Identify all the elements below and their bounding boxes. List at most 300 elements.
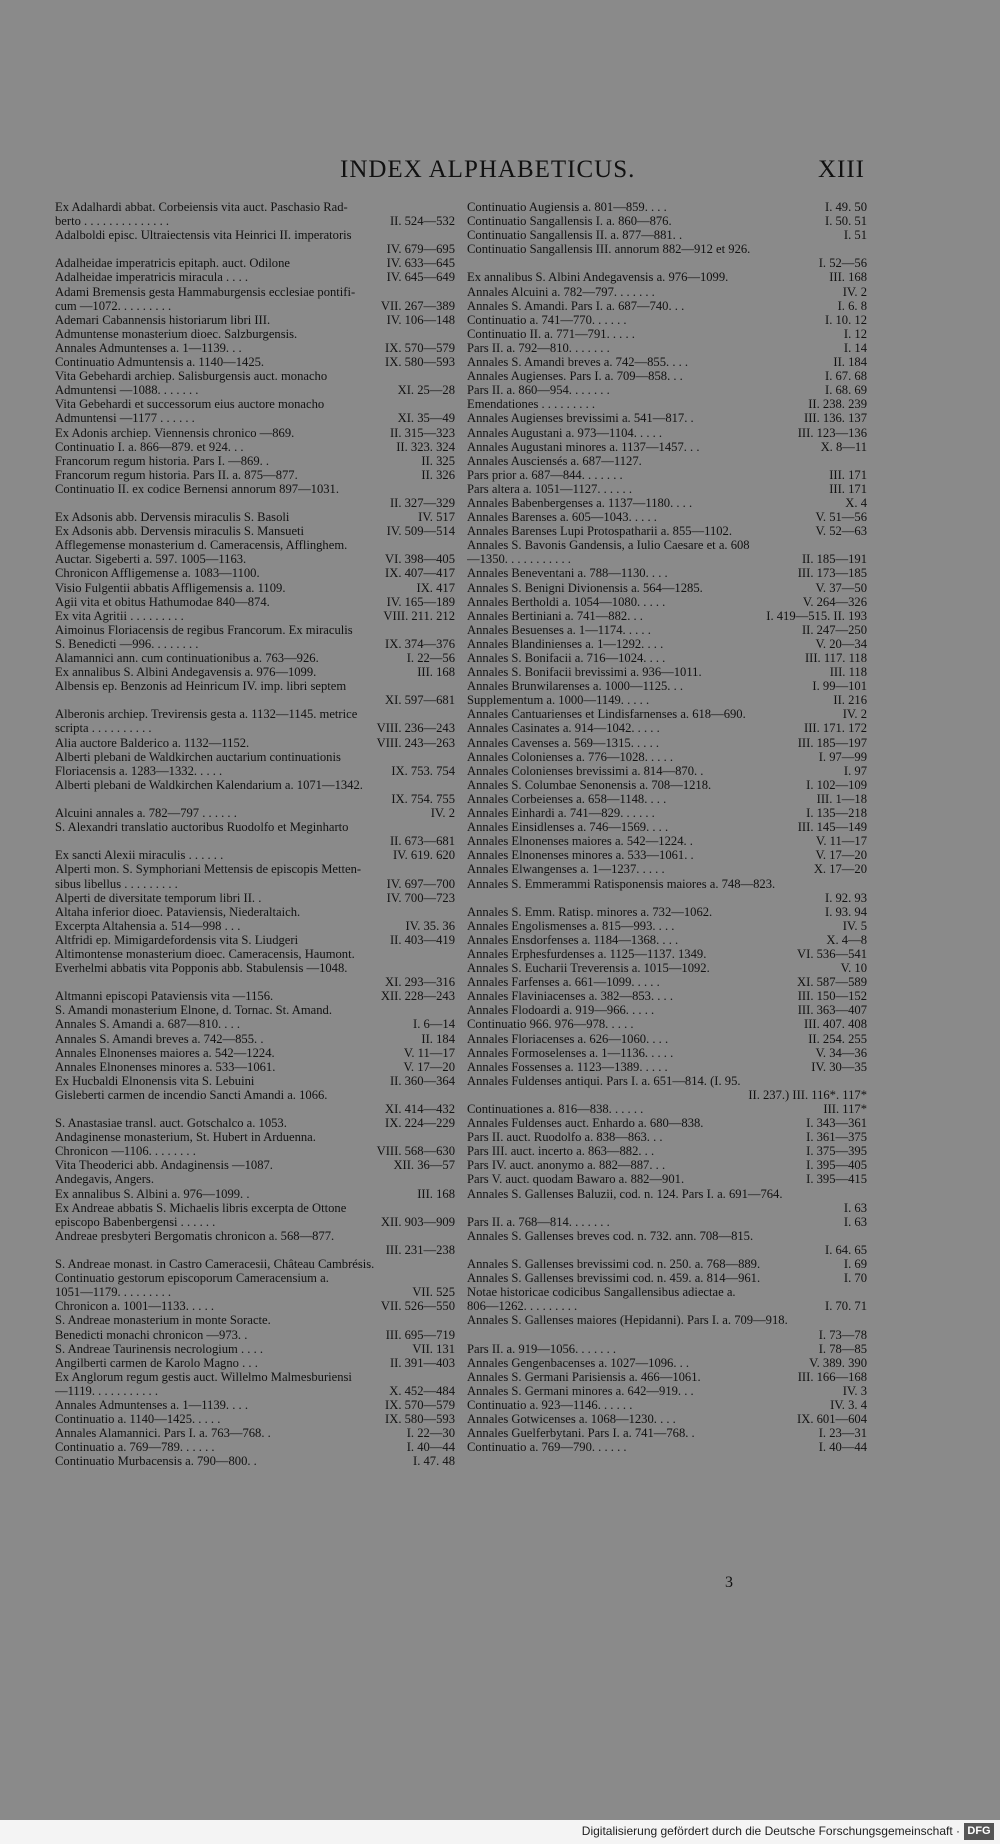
entry-reference: I. 135—218 (803, 806, 867, 820)
index-entry (55, 369, 455, 383)
index-entry (467, 877, 867, 891)
entry-reference: III. 171. 172 (801, 721, 867, 735)
entry-text: Afflegemense monasterium d. Cameracensis, Afflinghem. (55, 538, 348, 553)
folio-number: XIII (817, 156, 865, 183)
entry-text: Annales Corbeienses a. 658—1148. . . . (467, 791, 667, 806)
entry-text: Continuationes a. 816—838. . . . . . (467, 1102, 644, 1116)
entry-reference: VII. 526—550 (378, 1299, 455, 1313)
entry-text: Alamannici ann. cum continuationibus a. 763—926. (55, 651, 319, 665)
entry-reference: I. 40—44 (404, 1440, 455, 1454)
entry-text: Annales S. Emm. Ratisp. minores a. 732—1062. (467, 904, 713, 919)
entry-reference: I. 40—44 (816, 1440, 867, 1454)
index-entry (467, 1074, 867, 1088)
entry-text: Annales Einhardi a. 741—829. . . . . . (467, 806, 655, 821)
index-entry (467, 1384, 867, 1398)
index-entry (55, 1313, 455, 1327)
entry-text: Continuatio a. 923—1146. . . . . . (467, 1397, 633, 1412)
index-entry (55, 1440, 455, 1454)
index-entry (467, 679, 867, 693)
entry-reference: I. 6. 8 (835, 299, 867, 313)
index-entry (467, 1271, 867, 1285)
index-entry (467, 792, 867, 806)
entry-text: Alcuini annales a. 782—797 . . . . . . (55, 806, 237, 821)
entry-text: Annales Gengenbacenses a. 1027—1096. . . (467, 1355, 690, 1370)
index-entry (55, 1158, 455, 1172)
entry-text: Annales Bertiniani a. 741—882. . . (467, 608, 643, 623)
index-entry (467, 1116, 867, 1130)
entry-text: sibus libellus . . . . . . . . . (55, 876, 178, 891)
index-entry (467, 538, 867, 552)
entry-reference: IV. 517 (415, 510, 455, 524)
entry-reference: IV. 35. 36 (403, 919, 455, 933)
entry-text: Annales S. Amandi breves a. 742—855. . . . (467, 355, 689, 370)
entry-text: Altimontense monasterium dioec. Cameracensis, Haumont. (55, 946, 355, 961)
entry-text: Annales Admuntenses a. 1—1139. . . . (55, 1397, 248, 1412)
index-entry (55, 1370, 455, 1384)
entry-text: Ex Adsonis abb. Dervensis miraculis S. Mansueti (55, 524, 305, 539)
entry-reference: III. 168 (826, 270, 867, 284)
index-entry (55, 975, 455, 989)
index-entry (467, 426, 867, 440)
entry-text: Annales Colonienses a. 776—1028. . . . . (467, 749, 674, 764)
entry-text: Annales Alcuini a. 782—797. . . . . . . (467, 284, 655, 299)
index-entry (55, 877, 455, 891)
entry-reference: I. 22—56 (404, 651, 455, 665)
entry-text: Annales Augustani minores a. 1137—1457. . . (467, 439, 700, 454)
entry-reference: IX. 601—604 (794, 1412, 867, 1426)
entry-reference: I. 92. 93 (822, 891, 867, 905)
index-entry (467, 1229, 867, 1243)
entry-text: Annales S. Gallenses Baluzii, cod. n. 124. Pars I. a. 691—764. (467, 1186, 783, 1201)
index-entry (55, 1187, 455, 1201)
index-entry (55, 933, 455, 947)
index-entry (467, 862, 867, 876)
entry-text: Supplementum a. 1000—1149. . . . . (467, 693, 650, 708)
index-entry (55, 1060, 455, 1074)
index-entry (55, 454, 455, 468)
entry-text: Ex Adsonis abb. Dervensis miraculis S. Basoli (55, 510, 290, 525)
index-entry (55, 1215, 455, 1229)
entry-text: Francorum regum historia. Pars II. a. 875—877. (55, 467, 298, 482)
index-entry (467, 707, 867, 721)
index-entry (55, 510, 455, 524)
index-entry (55, 721, 455, 735)
entry-text: Ex annalibus S. Albini a. 976—1099. . (55, 1186, 250, 1201)
entry-text: Annales Flaviniacenses a. 382—853. . . . (467, 989, 674, 1004)
entry-text: Annales S. Gallenses brevissimi cod. n. 250. a. 768—889. (467, 1257, 761, 1272)
index-entry (55, 524, 455, 538)
entry-reference: II. 325 (418, 454, 455, 468)
index-entry (467, 1046, 867, 1060)
entry-text: Visio Fulgentii abbatis Affligemensis a. 1109. (55, 580, 286, 595)
index-entry (55, 834, 455, 848)
entry-reference: X. 17—20 (811, 862, 867, 876)
entry-text: Emendationes . . . . . . . . . (467, 397, 596, 412)
entry-reference: I. 23—31 (816, 1426, 867, 1440)
entry-text: 806—1262. . . . . . . . . (467, 1299, 578, 1314)
index-entry (467, 228, 867, 242)
index-entry (55, 1398, 455, 1412)
entry-text: Adami Bremensis gesta Hammaburgensis ecclesiae pontifi- (55, 284, 356, 299)
index-entry (467, 693, 867, 707)
index-column-left (55, 200, 455, 1468)
entry-text: 1051—1179. . . . . . . . . (55, 1285, 172, 1300)
entry-reference: IV. 2 (840, 285, 867, 299)
entry-reference: VIII. 236—243 (374, 721, 455, 735)
index-entry (55, 285, 455, 299)
entry-reference: IV. 165—189 (384, 595, 455, 609)
entry-reference: V. 34—36 (812, 1046, 867, 1060)
index-entry (467, 1285, 867, 1299)
entry-text: Altmanni episcopi Pataviensis vita —1156. (55, 989, 274, 1004)
index-entry (467, 552, 867, 566)
entry-reference: I. 78—85 (816, 1342, 867, 1356)
page-number: 3 (725, 1574, 733, 1591)
entry-text: Pars II. auct. Ruodolfo a. 838—863. . . (467, 1130, 663, 1145)
entry-text: Ex Adalhardi abbat. Corbeiensis vita auct. Paschasio Rad- (55, 200, 348, 214)
entry-reference: I. 70 (841, 1271, 867, 1285)
entry-reference: III. 136. 137 (801, 411, 867, 425)
index-entry (467, 623, 867, 637)
entry-reference: VIII. 568—630 (374, 1144, 455, 1158)
entry-reference: I. 97—99 (816, 750, 867, 764)
entry-text: Ex Anglorum regum gestis auct. Willelmo Malmesburiensi (55, 1369, 352, 1384)
index-entry (467, 524, 867, 538)
entry-text: cum —1072. . . . . . . . . (55, 298, 172, 313)
index-entry (55, 637, 455, 651)
entry-text: Annales S. Eucharii Treverensis a. 1015—1092. (467, 961, 710, 976)
index-entry (467, 1144, 867, 1158)
entry-text: Pars prior a. 687—844. . . . . . . (467, 467, 623, 482)
entry-text: Annales S. Emmerammi Ratisponensis maiores a. 748—823. (467, 876, 776, 891)
footer-bar (0, 1820, 1000, 1844)
entry-text: Continuatio a. 1140—1425. . . . . (55, 1412, 221, 1427)
entry-reference: III. 1—18 (814, 792, 867, 806)
entry-text: Annales Elwangenses a. 1—1237. . . . . (467, 862, 665, 877)
entry-text: Annales Cantuarienses et Lindisfarnenses a. 618—690. (467, 707, 746, 722)
entry-text: S. Andreae monasterium in monte Soracte. (55, 1313, 271, 1328)
index-entry (55, 862, 455, 876)
entry-text: Annales S. Gallenses breves cod. n. 732. ann. 708—815. (467, 1228, 754, 1243)
entry-reference: III. 231—238 (383, 1243, 455, 1257)
entry-text: —1119. . . . . . . . . . . (55, 1383, 158, 1398)
index-entry (467, 595, 867, 609)
index-entry (55, 270, 455, 284)
index-entry (55, 256, 455, 270)
index-entry (467, 1370, 867, 1384)
entry-text: Annales Elnonenses minores a. 533—1061. . (467, 848, 694, 863)
entry-text: Ex annalibus S. Albini Andegavensis a. 976—1099. (467, 270, 729, 285)
entry-reference: VII. 267—389 (378, 299, 455, 313)
index-entry (467, 1342, 867, 1356)
entry-reference: II. 247—250 (799, 623, 867, 637)
entry-reference: I. 63 (841, 1215, 867, 1229)
entry-reference: XI. 587—589 (794, 975, 867, 989)
entry-reference: V. 17—20 (400, 1060, 455, 1074)
entry-reference: V. 11—17 (401, 1046, 455, 1060)
index-entry (467, 327, 867, 341)
entry-reference: I. 63 (841, 1201, 867, 1215)
entry-text: S. Amandi monasterium Elnone, d. Tornac. St. Amand. (55, 1003, 332, 1018)
index-entry (55, 623, 455, 637)
entry-reference: IX. 580—593 (382, 355, 455, 369)
entry-text: Andaginense monasterium, St. Hubert in Arduenna. (55, 1130, 316, 1145)
entry-text: Alberti plebani de Waldkirchen Kalendarium a. 1071—1342. (55, 777, 363, 792)
entry-text: Annales Casinates a. 914—1042. . . . . (467, 721, 660, 736)
entry-text: Annales S. Amandi a. 687—810. . . . (55, 1017, 241, 1032)
index-entry (467, 764, 867, 778)
entry-text: Annales Farfenses a. 661—1099. . . . . (467, 975, 660, 990)
entry-reference: I. 67. 68 (822, 369, 867, 383)
entry-text: Notae historicae codicibus Sangallensibus adiectae a. (467, 1285, 736, 1300)
index-entry (55, 496, 455, 510)
index-entry (55, 792, 455, 806)
dfg-logo: DFG (964, 1823, 994, 1840)
entry-text: Pars III. auct. incerto a. 863—882. . . (467, 1144, 655, 1159)
entry-reference: IX. 417 (414, 581, 455, 595)
entry-reference: I. 50. 51 (822, 214, 867, 228)
entry-text: Annales Cavenses a. 569—1315. . . . . (467, 735, 660, 750)
entry-reference: I. 73—78 (816, 1328, 867, 1342)
entry-reference: IV. 3 (840, 1384, 867, 1398)
entry-text: Continuatio a. 769—789. . . . . . (55, 1440, 215, 1455)
entry-reference: IV. 619. 620 (390, 848, 455, 862)
entry-text: Annales Formoselenses a. 1—1136. . . . . (467, 1045, 674, 1060)
entry-text: Annales S. Germani minores a. 642—919. . . (467, 1383, 694, 1398)
entry-reference: XII. 228—243 (378, 989, 455, 1003)
entry-reference: XI. 25—28 (395, 383, 455, 397)
index-entry (467, 1257, 867, 1271)
entry-text: Annales Guelferbytani. Pars I. a. 741—768. . (467, 1426, 695, 1441)
entry-text: Vita Theoderici abb. Andaginensis —1087. (55, 1158, 273, 1173)
entry-reference: III. 171 (826, 468, 867, 482)
entry-text: S. Anastasiae transl. auct. Gotschalco a. 1053. (55, 1116, 287, 1131)
index-entry (55, 200, 455, 214)
entry-text: Chronicon —1106. . . . . . . . (55, 1144, 196, 1159)
index-entry (55, 891, 455, 905)
entry-text: Altaha inferior dioec. Pataviensis, Niederaltaich. (55, 904, 301, 919)
index-entry (467, 214, 867, 228)
entry-reference: IV. 3. 4 (827, 1398, 867, 1412)
entry-reference: I. 12 (841, 327, 867, 341)
entry-reference: V. 20—34 (812, 637, 867, 651)
index-entry (467, 299, 867, 313)
index-entry (467, 242, 867, 256)
entry-text: Ex Adonis archiep. Viennensis chronico —869. (55, 425, 295, 440)
entry-reference: II. 185—191 (799, 552, 867, 566)
index-entry (467, 961, 867, 975)
index-entry (55, 1328, 455, 1342)
index-entry (467, 200, 867, 214)
entry-text: Alberti plebani de Waldkirchen auctarium continuationis (55, 749, 341, 764)
index-entry (55, 313, 455, 327)
entry-reference: I. 47. 48 (410, 1454, 455, 1468)
index-entry (55, 1074, 455, 1088)
index-entry (467, 1313, 867, 1327)
entry-text: Annales Barenses a. 605—1043. . . . . (467, 510, 657, 525)
entry-text: episcopo Babenbergensi . . . . . . (55, 1214, 216, 1229)
index-entry (55, 1243, 455, 1257)
index-entry (467, 637, 867, 651)
entry-text: Annales S. Gallenses maiores (Hepidanni). Pars I. a. 709—918. (467, 1313, 788, 1328)
index-entry (55, 736, 455, 750)
index-entry (467, 510, 867, 524)
index-entry (55, 1088, 455, 1102)
index-entry (467, 369, 867, 383)
entry-reference: I. 64. 65 (822, 1243, 867, 1257)
entry-text: Annales Bertholdi a. 1054—1080. . . . . (467, 594, 666, 609)
entry-reference: IX. 754. 755 (388, 792, 455, 806)
index-entry (467, 256, 867, 270)
entry-reference: III. 150—152 (795, 989, 867, 1003)
index-entry (55, 1032, 455, 1046)
entry-reference: I. 419—515. II. 193 (763, 609, 867, 623)
entry-text: Ademari Cabannensis historiarum libri III. (55, 312, 271, 327)
index-entry (467, 454, 867, 468)
entry-reference: XI. 35—49 (395, 411, 455, 425)
entry-reference: XII. 903—909 (378, 1215, 455, 1229)
entry-reference: XII. 36—57 (390, 1158, 455, 1172)
entry-text: Continuatio Murbacensis a. 790—800. . (55, 1454, 257, 1469)
entry-reference: II. 326 (418, 468, 455, 482)
entry-text: Pars II. a. 768—814. . . . . . . (467, 1214, 610, 1229)
entry-text: Annales Gotwicenses a. 1068—1230. . . . (467, 1412, 676, 1427)
entry-reference: III. 117. 118 (802, 651, 867, 665)
index-entry (55, 566, 455, 580)
entry-text: Auctar. Sigeberti a. 597. 1005—1163. (55, 552, 247, 567)
funding-note: Digitalisierung gefördert durch die Deutsche Forschungsgemeinschaft · (581, 1824, 960, 1838)
entry-text: Adalheidae imperatricis epitaph. auct. Odilone (55, 256, 290, 271)
entry-reference: I. 97 (841, 764, 867, 778)
entry-text: Annales Elnonenses minores a. 533—1061. (55, 1059, 276, 1074)
entry-text: Annales Blandinienses a. 1—1292. . . . (467, 636, 664, 651)
entry-text: Admuntense monasterium dioec. Salzburgensis. (55, 326, 298, 341)
entry-reference: I. 69 (841, 1257, 867, 1271)
index-entry (55, 679, 455, 693)
entry-reference: III. 168 (414, 1187, 455, 1201)
index-entry (55, 327, 455, 341)
index-entry (55, 341, 455, 355)
entry-reference: XI. 293—316 (382, 975, 455, 989)
entry-reference: V. 264—326 (800, 595, 867, 609)
entry-reference: II. 237.) III. 116*. 117* (745, 1088, 867, 1102)
entry-text: Annales Elnonenses maiores a. 542—1224. . (467, 834, 693, 849)
index-entry (467, 1017, 867, 1031)
entry-reference: III. 407. 408 (801, 1017, 867, 1031)
index-entry (55, 1130, 455, 1144)
entry-text: S. Alexandri translatio auctoribus Ruodolfo et Meginharto (55, 820, 349, 835)
entry-text: Annales Fuldenses antiqui. Pars I. a. 651—814. (I. 95. (467, 1073, 741, 1088)
entry-text: Excerpta Altahensia a. 514—998 . . . (55, 918, 241, 933)
index-entry (55, 820, 455, 834)
entry-reference: I. 6—14 (410, 1017, 455, 1031)
entry-reference: IX. 570—579 (382, 1398, 455, 1412)
entry-reference: IV. 509—514 (384, 524, 455, 538)
index-entry (55, 214, 455, 228)
entry-reference: III. 695—719 (383, 1328, 455, 1342)
index-entry (467, 566, 867, 580)
entry-reference: IV. 2 (428, 806, 455, 820)
entry-text: Annales S. Columbae Senonensis a. 708—1218. (467, 777, 712, 792)
page-header (0, 156, 1000, 188)
entry-text: Andreae presbyteri Bergomatis chronicon a. 568—877. (55, 1228, 335, 1243)
index-entry (467, 891, 867, 905)
index-entry (467, 285, 867, 299)
entry-text: scripta . . . . . . . . . . (55, 721, 152, 736)
index-entry (55, 482, 455, 496)
index-entry (55, 1356, 455, 1370)
entry-reference: I. 49. 50 (822, 200, 867, 214)
index-entry (467, 411, 867, 425)
entry-text: Ex sancti Alexii miraculis . . . . . . (55, 848, 224, 863)
entry-reference: IX. 570—579 (382, 341, 455, 355)
index-entry (467, 482, 867, 496)
index-entry (467, 665, 867, 679)
entry-text: Vita Gebehardi archiep. Salisburgensis auct. monacho (55, 369, 328, 384)
index-entry (467, 1187, 867, 1201)
index-entry (55, 1257, 455, 1271)
entry-text: Annales Fuldenses auct. Enhardo a. 680—838. (467, 1116, 704, 1131)
entry-text: S. Andreae Taurinensis necrologium . . . . (55, 1341, 264, 1356)
entry-reference: IX. 580—593 (382, 1412, 455, 1426)
index-entry (55, 538, 455, 552)
index-entry (55, 468, 455, 482)
entry-reference: I. 361—375 (803, 1130, 867, 1144)
entry-reference: IX. 753. 754 (388, 764, 455, 778)
index-entry (55, 1046, 455, 1060)
index-entry (467, 581, 867, 595)
entry-text: Annales Ensdorfenses a. 1184—1368. . . . (467, 932, 679, 947)
entry-text: Annales S. Bavonis Gandensis, a Iulio Caesare et a. 608 (467, 538, 750, 553)
entry-text: Alperti mon. S. Symphoriani Mettensis de episcopis Metten- (55, 862, 362, 877)
index-entry (467, 1102, 867, 1116)
entry-text: S. Benedicti —996. . . . . . . . (55, 636, 199, 651)
entry-reference: IV. 633—645 (384, 256, 455, 270)
entry-reference: III. 117* (820, 1102, 867, 1116)
entry-text: Annales Babenbergenses a. 1137—1180. . . . (467, 495, 693, 510)
index-entry (55, 609, 455, 623)
index-entry (467, 1201, 867, 1215)
index-entry (467, 496, 867, 510)
index-entry (467, 1088, 867, 1102)
entry-reference: V. 52—63 (812, 524, 867, 538)
index-entry (467, 989, 867, 1003)
entry-reference: II. 524—532 (387, 214, 455, 228)
entry-text: Aimoinus Floriacensis de regibus Francorum. Ex miraculis (55, 622, 353, 637)
entry-reference: I. 52—56 (816, 256, 867, 270)
index-entry (55, 1144, 455, 1158)
entry-text: Continuatio I. a. 866—879. et 924. . . (55, 439, 244, 454)
index-column-right (467, 200, 867, 1454)
entry-text: Annales Brunwilarenses a. 1000—1125. . . (467, 679, 684, 694)
entry-reference: IV. 700—723 (384, 891, 455, 905)
entry-text: S. Andreae monast. in Castro Cameracesii, Château Cambrésis. (55, 1257, 375, 1272)
entry-reference: I. 10. 12 (822, 313, 867, 327)
entry-reference: X. 4 (842, 496, 867, 510)
index-entry (55, 299, 455, 313)
index-entry (467, 1243, 867, 1257)
index-entry (55, 1229, 455, 1243)
entry-reference: II. 184 (830, 355, 867, 369)
index-entry (467, 820, 867, 834)
entry-text: Annales Barenses Lupi Protospatharii a. 855—1102. (467, 524, 733, 539)
entry-reference: VIII. 243—263 (374, 736, 455, 750)
index-entry (467, 736, 867, 750)
entry-text: Annales Flodoardi a. 919—966. . . . . (467, 1003, 655, 1018)
entry-reference: I. 343—361 (803, 1116, 867, 1130)
index-entry (55, 383, 455, 397)
entry-text: Annales S. Germani Parisiensis a. 466—1061. (467, 1369, 701, 1384)
